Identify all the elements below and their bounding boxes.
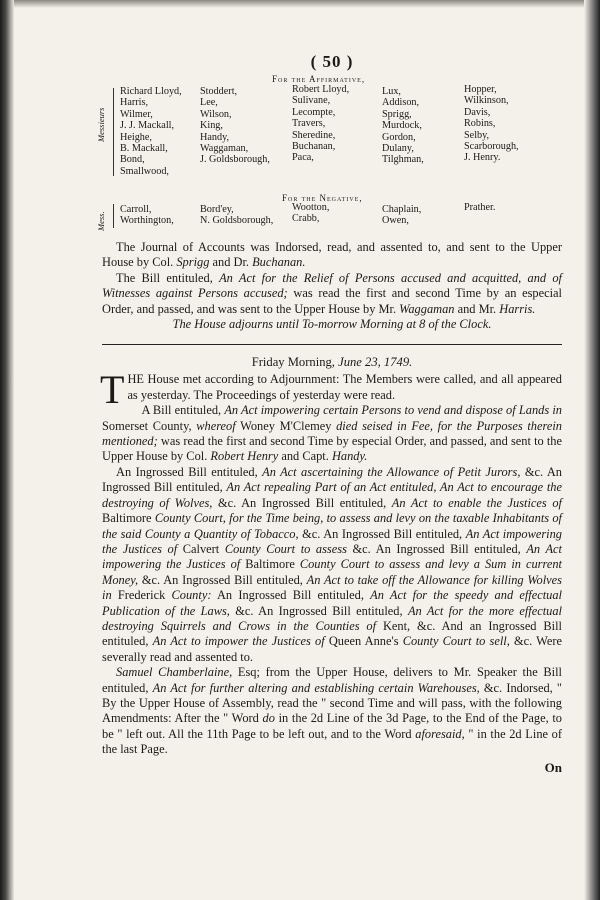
italic-run: An Act to enable the Justices of — [391, 495, 562, 510]
affirmative-member-name: Travers, — [292, 118, 326, 130]
negative-member-name: Carroll, — [120, 204, 152, 215]
negative-member-name: Bord'ey, — [200, 204, 234, 215]
journal-paragraph: The Journal of Accounts was Indorsed, read, and assented to, and sent to the Upper House by Col. Sprigg and Dr. Buchanan. — [102, 240, 562, 270]
affirmative-member-name: J. Goldsborough, — [200, 154, 270, 166]
catchword: On — [544, 759, 562, 775]
ingrossed-bills-paragraph — [102, 465, 562, 665]
affirmative-member-name: Smallwood, — [120, 165, 169, 177]
affirmative-member-name: King, — [200, 120, 223, 132]
division-list — [96, 74, 562, 240]
affirmative-member-name: Hopper, — [464, 84, 497, 95]
affirmative-member-name: Richard Lloyd, — [120, 86, 182, 97]
negative-side-label: Mess. — [96, 211, 106, 231]
affirmative-member-name: Bond, — [120, 154, 145, 166]
italic-run: An Act to take off the Allowance for killing Wolves in — [102, 572, 562, 603]
relief-bill-paragraph: The Bill entituled, An Act for the Relief of Persons accused and acquitted, and of Witnesses against Persons accused; was read the first and second Time by an especial Order, and passed, and was sent to the Upper House by Mr. Waggaman and Mr. Harris. — [102, 270, 562, 316]
section-rule — [102, 344, 562, 345]
affirmative-member-name: Lecompte, — [292, 106, 336, 118]
binding-shadow-left — [0, 0, 14, 900]
affirmative-member-name: Sulivane, — [292, 95, 331, 107]
italic-run: County Court to sell, — [402, 634, 510, 649]
affirmative-member-name: Gordon, — [382, 131, 416, 143]
text-run: &c. An Ingrossed Bill entituled, — [102, 464, 563, 495]
italic-run: An Act for the more effectual destroying Squirrels and Crows in the Counties of — [102, 603, 562, 633]
text-run: &c. An Ingrossed Bill entituled, — [229, 603, 408, 618]
italic-run: do — [262, 711, 275, 726]
text-run: An Ingrossed Bill entituled, — [116, 464, 263, 479]
italic-run: County Court, for the Time being, to assess and levy on the taxable Inhabitants of the said County a Quantity of Tobacco, — [102, 511, 562, 541]
italic-run: An Act impowering the Justices of — [102, 526, 562, 556]
affirmative-member-name: Heighe, — [120, 131, 152, 143]
italic-run: An Act for the speedy and effectual Publication of the Laws, — [102, 588, 563, 618]
page-number: ( 50 ) — [310, 52, 354, 71]
affirmative-member-name: Wilkinson, — [464, 95, 509, 107]
affirmative-member-name: Sprigg, — [382, 108, 412, 120]
date-heading: Friday Morning, June 23, 1749. — [251, 355, 413, 370]
text-run: Queen Anne's — [324, 634, 403, 649]
text-run: Baltimore — [102, 511, 155, 526]
negative-column-2 — [200, 204, 273, 227]
affirmative-member-name: Lee, — [200, 97, 218, 109]
affirmative-member-name: B. Mackall, — [120, 143, 168, 155]
negative-column-5 — [464, 202, 495, 213]
page-edge-right — [584, 0, 600, 900]
affirmative-member-name: Wilson, — [200, 108, 232, 120]
italic-run: Samuel Chamberlaine, — [116, 665, 233, 680]
negative-member-name: Prather. — [464, 202, 496, 213]
affirmative-member-name: Waggaman, — [200, 143, 249, 155]
affirmative-header: For the Affirmative, — [272, 74, 366, 84]
affirmative-member-name: Wilmer, — [120, 108, 153, 120]
italic-run: An Act for further altering and establishing certain Warehouses, — [152, 680, 480, 695]
text-run: " in the 2d Line of the last Page. — [102, 726, 562, 757]
affirmative-member-name: Handy, — [200, 131, 230, 143]
italic-run: An Act repealing Part of an Act entituled, An Act to encourage the destroying of Wolves, — [102, 480, 562, 510]
negative-column-1 — [120, 204, 174, 227]
text-run: &c. An Ingrossed Bill entituled, — [346, 541, 527, 556]
text-run: Baltimore — [240, 557, 300, 572]
italic-run: County Court to assess — [224, 541, 347, 556]
negative-header: For the Negative, — [282, 193, 363, 203]
affirmative-member-name: Dulany, — [382, 143, 414, 155]
text-run: Esq; from the Upper House, delivers to Mr. Speaker the Bill entituled, — [102, 665, 562, 695]
affirmative-column-2 — [200, 86, 270, 166]
negative-member-name: Wootton, — [292, 202, 330, 213]
italic-run: An Act to impower the Justices of — [152, 634, 325, 649]
affirmative-member-name: Paca, — [292, 152, 314, 164]
affirmative-member-name: Lux, — [382, 86, 401, 97]
affirmative-member-name: Buchanan, — [292, 141, 336, 153]
affirmative-member-name: J. Henry. — [464, 152, 501, 164]
affirmative-brace — [113, 88, 114, 176]
text-run: &c. An Ingrossed Bill entituled, — [212, 495, 392, 510]
affirmative-member-name: Scarborough, — [464, 141, 519, 153]
affirmative-member-name: Sheredine, — [292, 129, 336, 141]
negative-member-name: Crabb, — [292, 213, 320, 225]
italic-run: County Court to assess and levy a Sum in current Money, — [102, 557, 562, 587]
italic-run: aforesaid, — [415, 726, 465, 741]
text-run: Frederick — [111, 588, 172, 603]
affirmative-member-name: Murdock, — [382, 120, 422, 132]
affirmative-member-name: Selby, — [464, 129, 490, 141]
page-top-edge — [0, 0, 600, 8]
italic-run: County: — [171, 588, 212, 603]
lands-bill-paragraph: A Bill entituled, An Act impowering certain Persons to vend and dispose of Lands in Somerset County, whereof Woney M'Clemey died seised in Fee, for the Purposes therein mentioned; was read the first and second Time by especial Order, and passed, and sent to the Upper House by Col. Robert Henry and Capt. Handy. — [102, 403, 562, 464]
affirmative-side-label: Messieurs — [96, 107, 106, 142]
affirmative-member-name: Harris, — [120, 97, 149, 109]
affirmative-column-3 — [292, 84, 349, 164]
drop-cap: T — [100, 367, 125, 413]
document-page — [96, 52, 563, 775]
affirmative-member-name: Robert Lloyd, — [292, 84, 350, 95]
text-run: &c. Indorsed, " By the Upper House of Assembly, read the " second Time and will pass, with the following Amendments: After the " Word — [102, 680, 562, 726]
negative-member-name: Worthington, — [120, 215, 174, 227]
text-run: in the 2d Line of the 3d Page, to the End of the Page, to be " left out. All the 11th Page to be left out, and to the Word — [102, 711, 562, 741]
affirmative-member-name: J. J. Mackall, — [120, 120, 175, 132]
italic-run: An Act impowering the Justices of — [102, 541, 562, 572]
affirmative-member-name: Stoddert, — [200, 86, 238, 97]
house-met-paragraph: THE House met according to Adjournment: The Members were called, and all appeared as yesterday. The Proceedings of yesterday were read. — [100, 367, 562, 413]
affirmative-column-5 — [464, 84, 519, 164]
negative-member-name: N. Goldsborough, — [200, 215, 274, 227]
italic-run: An Act ascertaining the Allowance of Petit Jurors, — [262, 464, 521, 479]
affirmative-member-name: Davis, — [464, 106, 491, 118]
negative-column-4 — [382, 204, 421, 227]
text-run: An Ingrossed Bill entituled, — [211, 588, 371, 603]
negative-column-3 — [292, 202, 329, 225]
negative-member-name: Owen, — [382, 215, 409, 227]
negative-brace — [113, 204, 114, 228]
affirmative-column-4 — [382, 86, 424, 166]
text-run: Kent, &c. And an Ingrossed Bill entituled, — [102, 618, 562, 649]
negative-member-name: Chaplain, — [382, 204, 422, 215]
affirmative-column-1 — [120, 86, 182, 177]
affirmative-member-name: Tilghman, — [382, 154, 424, 166]
affirmative-member-name: Addison, — [382, 97, 420, 109]
text-run: &c. Were severally read and assented to. — [102, 634, 562, 664]
text-run: Calvert — [177, 541, 225, 556]
affirmative-member-name: Robins, — [464, 118, 496, 130]
text-run: &c. An Ingrossed Bill entituled, — [298, 526, 466, 541]
warehouses-bill-paragraph — [102, 665, 562, 757]
text-run: &c. An Ingrossed Bill entituled, — [138, 572, 307, 587]
adjournment-line: The House adjourns until To-morrow Morning at 8 of the Clock. — [172, 317, 492, 332]
